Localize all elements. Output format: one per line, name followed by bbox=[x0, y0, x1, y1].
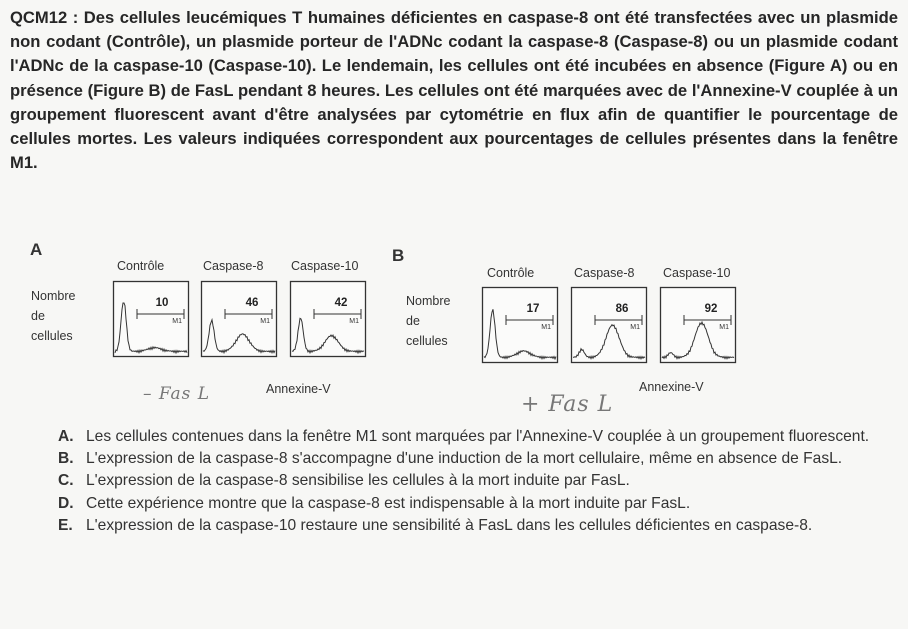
figure-b-column-caspase-8: Caspase-8 bbox=[574, 266, 635, 280]
histogram-b-caspase-8 bbox=[571, 287, 647, 363]
question-number: QCM12 bbox=[10, 8, 68, 27]
histogram-a-control bbox=[113, 281, 189, 357]
answer-item[interactable] bbox=[58, 450, 896, 467]
answer-letter: D. bbox=[58, 494, 74, 512]
gate-label: M1 bbox=[349, 318, 359, 325]
figure-a-ylabel bbox=[31, 286, 75, 346]
answer-letter: B. bbox=[58, 450, 74, 468]
figure-b-ylabel bbox=[406, 291, 450, 351]
histogram-a-caspase-10 bbox=[290, 281, 366, 357]
answer-text: Les cellules contenues dans la fenêtre M1 sont marquées par l'Annexine-V couplée à un groupement fluorescent. bbox=[86, 428, 870, 445]
handwritten-note-b: + Fas L bbox=[521, 392, 614, 417]
percent-value: 46 bbox=[245, 297, 259, 309]
answer-letter: A. bbox=[58, 428, 74, 445]
histogram-a-caspase-8 bbox=[201, 281, 277, 357]
answer-text: L'expression de la caspase-8 s'accompagne d'une induction de la mort cellulaire, même en absence de FasL. bbox=[86, 450, 843, 468]
gate-label: M1 bbox=[630, 324, 640, 331]
percent-value: 86 bbox=[615, 303, 629, 315]
figure-a-column-caspase-10: Caspase-10 bbox=[291, 259, 359, 273]
percent-value: 10 bbox=[155, 297, 169, 309]
histogram-svg bbox=[571, 287, 647, 363]
ylabel-line: cellules bbox=[406, 334, 448, 348]
figure-a-label: A bbox=[30, 240, 43, 259]
ylabel-line: de bbox=[31, 309, 45, 323]
percent-value: 92 bbox=[704, 303, 718, 315]
figure-b-xlabel: Annexine-V bbox=[639, 380, 704, 394]
answer-item[interactable] bbox=[58, 472, 896, 489]
figure-b-column-caspase-10: Caspase-10 bbox=[663, 266, 731, 280]
question-text: Des cellules leucémiques T humaines déficientes en caspase-8 ont été transfectées avec un plasmide non codant (Contrôle), un plasmide porteur de l'ADNc codant la caspase-8 (Caspase-8) ou un plasmide codant l'ADNc de la caspase-10 (Caspase-10). Le lendemain, les cellules ont été incubées en absence (Figure A) ou en présence (Figure B) de FasL pendant 8 heures. Les cellules ont été marquées avec de l'Annexine-V couplée à un groupement fluorescent avant d'être analysées par cytométrie en flux afin de quantifier le pourcentage de cellules mortes. Les valeurs indiquées correspondent aux pourcentages de cellules présentes dans la fenêtre M1. bbox=[10, 8, 898, 173]
ylabel-line: de bbox=[406, 314, 420, 328]
gate-label: M1 bbox=[719, 324, 729, 331]
histogram-svg bbox=[482, 287, 558, 363]
ylabel-line: cellules bbox=[31, 329, 73, 343]
answer-letter: C. bbox=[58, 472, 74, 490]
answer-item[interactable] bbox=[58, 495, 896, 512]
histogram-svg bbox=[113, 281, 189, 357]
histogram-svg bbox=[290, 281, 366, 357]
gate-label: M1 bbox=[260, 318, 270, 325]
answer-text: L'expression de la caspase-10 restaure une sensibilité à FasL dans les cellules déficientes en caspase-8. bbox=[86, 516, 813, 534]
ylabel-line: Nombre bbox=[406, 294, 451, 308]
question-stem: QCM12 : Des cellules leucémiques T humaines déficientes en caspase-8 ont été transfectées avec un plasmide non codant (Contrôle), un plasmide porteur de l'ADNc codant la caspase-8 (Caspase-8) ou un plasmide codant l'ADNc de la caspase-10 (Caspase-10). Le lendemain, les cellules ont été incubées en absence (Figure A) ou en présence (Figure B) de FasL pendant 8 heures. Les cellules ont été marquées avec de l'Annexine-V couplée à un groupement fluorescent avant d'être analysées par cytométrie en flux afin de quantifier le pourcentage de cellules mortes. Les valeurs indiquées correspondent aux pourcentages de cellules présentes dans la fenêtre M1. bbox=[10, 8, 898, 173]
handwritten-note-a: – Fas L bbox=[143, 384, 211, 404]
gate-label: M1 bbox=[541, 324, 551, 331]
histogram-b-control bbox=[482, 287, 558, 363]
percent-value: 17 bbox=[526, 303, 540, 315]
gate-label: M1 bbox=[172, 318, 182, 325]
figure-a-column-caspase-8: Caspase-8 bbox=[203, 259, 264, 273]
answer-item[interactable] bbox=[58, 517, 896, 534]
histogram-svg bbox=[660, 287, 736, 363]
figure-a-xlabel: Annexine-V bbox=[266, 382, 331, 396]
histogram-b-caspase-10 bbox=[660, 287, 736, 363]
figure-b-column-control: Contrôle bbox=[487, 266, 535, 280]
answer-list bbox=[58, 428, 896, 539]
figure-b-label: B bbox=[392, 246, 405, 265]
answer-text: Cette expérience montre que la caspase-8 est indispensable à la mort induite par FasL. bbox=[86, 494, 691, 512]
answer-letter: E. bbox=[58, 516, 73, 534]
histogram-svg bbox=[201, 281, 277, 357]
ylabel-line: Nombre bbox=[31, 289, 76, 303]
answer-item[interactable] bbox=[58, 428, 896, 445]
figure-a-column-control: Contrôle bbox=[117, 259, 165, 273]
answer-text: L'expression de la caspase-8 sensibilise les cellules à la mort induite par FasL. bbox=[86, 472, 630, 490]
percent-value: 42 bbox=[334, 297, 348, 309]
